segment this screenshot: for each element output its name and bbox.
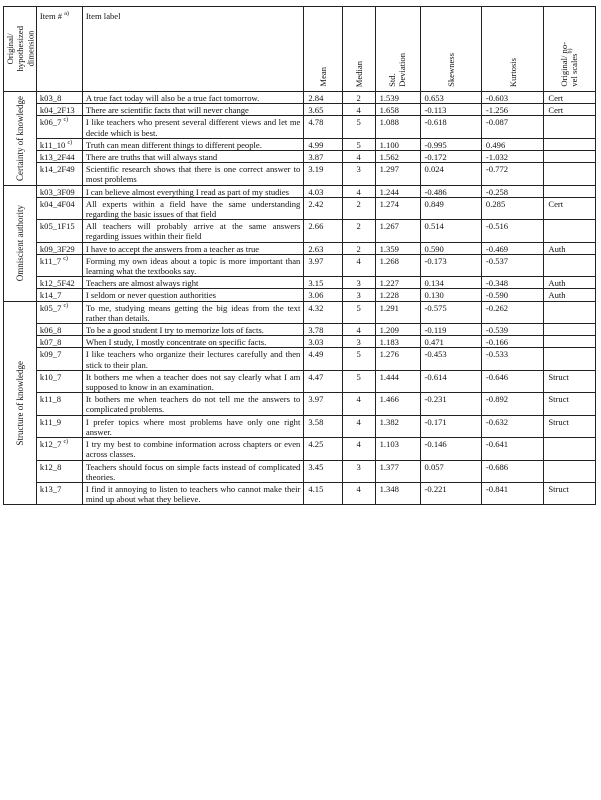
header-skewness [420, 7, 481, 92]
dimension-label: Structure of knowledge [14, 360, 25, 446]
header-dimension [4, 7, 37, 92]
median-cell: 3 [342, 163, 375, 185]
table-body [4, 92, 596, 505]
item-label-cell: I like teachers who organize their lectures carefully and then stick to their plan. [82, 348, 303, 370]
std-deviation-cell: 1.267 [375, 220, 420, 242]
item-number: k11_8 [39, 394, 62, 405]
item-label-cell: When I study, I mostly concentrate on specific facts. [82, 336, 303, 348]
median-cell: 4 [342, 104, 375, 116]
scale-cell: Struct [544, 415, 596, 437]
header-dimension-line-3: dimension [25, 31, 36, 67]
mean-cell: 4.49 [304, 348, 342, 370]
skewness-cell: -0.995 [420, 138, 481, 150]
kurtosis-cell: -0.646 [481, 370, 543, 392]
skewness-cell: -0.173 [420, 254, 481, 276]
median-cell: 2 [342, 197, 375, 219]
kurtosis-cell: -0.348 [481, 277, 543, 289]
item-number: k07_8 [39, 337, 62, 348]
kurtosis-cell: -1.256 [481, 104, 543, 116]
item-number-cell [36, 277, 82, 289]
table-row [4, 104, 596, 116]
item-number: k06_8 [39, 325, 62, 336]
item-footnote-marker: c) [63, 117, 69, 124]
item-footnote-marker: c) [63, 302, 69, 309]
item-number: k09_7 [39, 349, 62, 360]
item-number-cell [36, 438, 82, 460]
skewness-cell: -0.231 [420, 393, 481, 415]
item-number-cell [36, 301, 82, 323]
std-deviation-cell: 1.209 [375, 324, 420, 336]
header-scales [544, 7, 596, 92]
item-label-cell: I have to accept the answers from a teacher as true [82, 242, 303, 254]
item-number-cell [36, 348, 82, 370]
item-number: k12_5F42 [39, 278, 75, 289]
scale-cell [544, 438, 596, 460]
scale-cell: Cert [544, 197, 596, 219]
item-number: k13_2F44 [39, 152, 75, 163]
scale-cell [544, 348, 596, 370]
scale-cell: Struct [544, 393, 596, 415]
skewness-cell: -0.575 [420, 301, 481, 323]
item-number: k11_9 [39, 416, 62, 427]
skewness-cell: -0.171 [420, 415, 481, 437]
median-cell: 4 [342, 324, 375, 336]
item-number: k13_7 [39, 483, 62, 494]
std-deviation-cell: 1.244 [375, 185, 420, 197]
item-number-cell [36, 336, 82, 348]
table-row [4, 254, 596, 276]
item-label-cell: To be a good student I try to memorize lots of facts. [82, 324, 303, 336]
median-cell: 2 [342, 92, 375, 104]
header-scales-line-2: vel scales [569, 53, 580, 87]
std-deviation-cell: 1.539 [375, 92, 420, 104]
std-deviation-cell: 1.359 [375, 242, 420, 254]
item-footnote-marker: c) [63, 439, 69, 446]
item-label-cell: I prefer topics where most problems have only one right answer. [82, 415, 303, 437]
scale-cell [544, 220, 596, 242]
std-deviation-cell: 1.297 [375, 163, 420, 185]
item-number-cell [36, 254, 82, 276]
mean-cell: 2.63 [304, 242, 342, 254]
item-number-cell [36, 482, 82, 504]
kurtosis-cell: -1.032 [481, 151, 543, 163]
table-row [4, 138, 596, 150]
mean-cell: 3.19 [304, 163, 342, 185]
scale-cell: Auth [544, 242, 596, 254]
mean-cell: 4.03 [304, 185, 342, 197]
median-cell: 4 [342, 393, 375, 415]
dimension-label: Omniscient authority [14, 205, 25, 282]
median-cell: 5 [342, 348, 375, 370]
item-number: k11_10 [39, 139, 66, 150]
item-label-cell: I seldom or never question authorities [82, 289, 303, 301]
std-deviation-cell: 1.088 [375, 116, 420, 138]
header-item-number-text: Item # [39, 11, 63, 21]
item-number-cell [36, 242, 82, 254]
header-row [4, 7, 596, 92]
mean-cell: 3.78 [304, 324, 342, 336]
header-dimension-line-1: Original/ [4, 33, 15, 65]
item-label-cell: All experts within a field have the same understanding regarding the basic issues of that field [82, 197, 303, 219]
header-item-number [36, 7, 82, 92]
mean-cell: 4.99 [304, 138, 342, 150]
table-row [4, 482, 596, 504]
item-number-cell [36, 370, 82, 392]
item-number: k05_7 [39, 302, 62, 313]
table-row [4, 92, 596, 104]
mean-cell: 4.47 [304, 370, 342, 392]
scale-cell [544, 324, 596, 336]
median-cell: 3 [342, 460, 375, 482]
kurtosis-cell: -0.166 [481, 336, 543, 348]
skewness-cell: 0.024 [420, 163, 481, 185]
item-number-cell [36, 393, 82, 415]
scale-cell [544, 151, 596, 163]
skewness-cell: 0.849 [420, 197, 481, 219]
median-cell: 3 [342, 289, 375, 301]
std-deviation-cell: 1.100 [375, 138, 420, 150]
item-label-cell: Teachers should focus on simple facts instead of complicated theories. [82, 460, 303, 482]
kurtosis-cell: -0.469 [481, 242, 543, 254]
item-label-cell: I find it annoying to listen to teachers who cannot make their mind up about what they believe. [82, 482, 303, 504]
table-row [4, 301, 596, 323]
median-cell: 2 [342, 220, 375, 242]
table-row [4, 415, 596, 437]
skewness-cell: -0.113 [420, 104, 481, 116]
kurtosis-cell: -0.533 [481, 348, 543, 370]
table-container [3, 6, 596, 505]
std-deviation-cell: 1.562 [375, 151, 420, 163]
item-footnote-marker: c) [63, 255, 68, 262]
item-number-cell [36, 151, 82, 163]
scale-cell [544, 185, 596, 197]
skewness-cell: -0.618 [420, 116, 481, 138]
table-row [4, 370, 596, 392]
skewness-cell: -0.119 [420, 324, 481, 336]
skewness-cell: 0.057 [420, 460, 481, 482]
std-deviation-cell: 1.466 [375, 393, 420, 415]
median-cell: 5 [342, 370, 375, 392]
table-row [4, 324, 596, 336]
skewness-cell: 0.130 [420, 289, 481, 301]
scale-cell [544, 336, 596, 348]
skewness-cell: -0.486 [420, 185, 481, 197]
header-mean [304, 7, 342, 92]
kurtosis-cell: -0.841 [481, 482, 543, 504]
table-row [4, 220, 596, 242]
table-row [4, 348, 596, 370]
scale-cell [544, 301, 596, 323]
mean-cell: 4.15 [304, 482, 342, 504]
item-number-cell [36, 220, 82, 242]
mean-cell: 4.25 [304, 438, 342, 460]
item-label-cell: Truth can mean different things to different people. [82, 138, 303, 150]
header-item-label [82, 7, 303, 92]
skewness-cell: -0.172 [420, 151, 481, 163]
skewness-cell: -0.614 [420, 370, 481, 392]
item-statistics-table [3, 6, 596, 505]
median-cell: 4 [342, 438, 375, 460]
median-cell: 4 [342, 415, 375, 437]
item-number-cell [36, 163, 82, 185]
item-label-cell: All teachers will probably arrive at the same answers regarding issues within their field [82, 220, 303, 242]
item-label-cell: Scientific research shows that there is one correct answer to most problems [82, 163, 303, 185]
std-deviation-cell: 1.274 [375, 197, 420, 219]
kurtosis-cell: -0.516 [481, 220, 543, 242]
std-deviation-cell: 1.183 [375, 336, 420, 348]
kurtosis-cell: -0.262 [481, 301, 543, 323]
item-label-cell: To me, studying means getting the big ideas from the text rather than details. [82, 301, 303, 323]
item-number: k10_7 [39, 371, 62, 382]
item-number: k05_1F15 [39, 221, 75, 232]
table-row [4, 393, 596, 415]
std-deviation-cell: 1.228 [375, 289, 420, 301]
scale-cell: Cert [544, 92, 596, 104]
kurtosis-cell: -0.087 [481, 116, 543, 138]
skewness-cell: -0.453 [420, 348, 481, 370]
std-deviation-cell: 1.227 [375, 277, 420, 289]
skewness-cell: 0.653 [420, 92, 481, 104]
mean-cell: 3.87 [304, 151, 342, 163]
item-footnote-marker: c) [67, 139, 73, 146]
mean-cell: 2.66 [304, 220, 342, 242]
median-cell: 3 [342, 336, 375, 348]
std-deviation-cell: 1.658 [375, 104, 420, 116]
kurtosis-cell: -0.641 [481, 438, 543, 460]
item-number: k04_2F13 [39, 105, 75, 116]
median-cell: 5 [342, 138, 375, 150]
item-number: k03_8 [39, 93, 62, 103]
table-row [4, 242, 596, 254]
skewness-cell: 0.471 [420, 336, 481, 348]
item-number-cell [36, 289, 82, 301]
mean-cell: 4.78 [304, 116, 342, 138]
kurtosis-cell: 0.496 [481, 138, 543, 150]
header-item-number-footnote: a) [64, 11, 69, 18]
scale-cell [544, 163, 596, 185]
item-label-cell: I try my best to combine information across chapters or even across classes. [82, 438, 303, 460]
kurtosis-cell: -0.603 [481, 92, 543, 104]
median-cell: 4 [342, 482, 375, 504]
median-cell: 5 [342, 116, 375, 138]
header-scales-line-1: Original/ no- [559, 42, 570, 87]
skewness-cell: 0.134 [420, 277, 481, 289]
scale-cell: Auth [544, 289, 596, 301]
item-label-cell: There are truths that will always stand [82, 151, 303, 163]
mean-cell: 2.42 [304, 197, 342, 219]
mean-cell: 4.32 [304, 301, 342, 323]
header-std-line-1: Std. [387, 73, 398, 87]
median-cell: 4 [342, 254, 375, 276]
item-label-cell: It bothers me when a teacher does not say clearly what I am supposed to know in an examination. [82, 370, 303, 392]
kurtosis-cell: -0.590 [481, 289, 543, 301]
header-skewness-text: Skewness [445, 53, 456, 87]
std-deviation-cell: 1.268 [375, 254, 420, 276]
median-cell: 5 [342, 301, 375, 323]
header-scales-footnote: b) [567, 48, 574, 54]
header-median-text: Median [353, 60, 364, 87]
item-number-cell [36, 415, 82, 437]
item-label-cell: Teachers are almost always right [82, 277, 303, 289]
item-number: k09_3F29 [39, 243, 75, 254]
mean-cell: 3.15 [304, 277, 342, 289]
header-std-deviation [375, 7, 420, 92]
item-label-cell: There are scientific facts that will never change [82, 104, 303, 116]
item-label-cell: Forming my own ideas about a topic is more important than learning what the textbooks say. [82, 254, 303, 276]
median-cell: 3 [342, 277, 375, 289]
kurtosis-cell: -0.258 [481, 185, 543, 197]
item-number: k12_7 [39, 439, 62, 450]
header-median [342, 7, 375, 92]
table-row [4, 438, 596, 460]
item-number-cell [36, 104, 82, 116]
kurtosis-cell: -0.772 [481, 163, 543, 185]
scale-cell [544, 138, 596, 150]
skewness-cell: -0.221 [420, 482, 481, 504]
mean-cell: 3.58 [304, 415, 342, 437]
kurtosis-cell: 0.285 [481, 197, 543, 219]
scale-cell [544, 116, 596, 138]
scale-cell: Auth [544, 277, 596, 289]
std-deviation-cell: 1.103 [375, 438, 420, 460]
mean-cell: 3.03 [304, 336, 342, 348]
table-row [4, 197, 596, 219]
scale-cell [544, 460, 596, 482]
skewness-cell: -0.146 [420, 438, 481, 460]
skewness-cell: 0.590 [420, 242, 481, 254]
mean-cell: 3.65 [304, 104, 342, 116]
item-number: k14_7 [39, 290, 62, 301]
header-mean-text: Mean [317, 67, 328, 87]
mean-cell: 3.45 [304, 460, 342, 482]
median-cell: 4 [342, 185, 375, 197]
table-row [4, 185, 596, 197]
table-row [4, 151, 596, 163]
mean-cell: 3.97 [304, 254, 342, 276]
item-number: k03_3F09 [39, 186, 75, 197]
std-deviation-cell: 1.444 [375, 370, 420, 392]
header-std-line-2: Deviation [397, 53, 408, 87]
scale-cell: Cert [544, 104, 596, 116]
dimension-cell [4, 185, 37, 301]
kurtosis-cell: -0.892 [481, 393, 543, 415]
scale-cell [544, 254, 596, 276]
table-row [4, 460, 596, 482]
header-dimension-line-2: hypothesized [14, 26, 25, 72]
table-row [4, 163, 596, 185]
std-deviation-cell: 1.348 [375, 482, 420, 504]
std-deviation-cell: 1.276 [375, 348, 420, 370]
scale-cell: Struct [544, 370, 596, 392]
item-label-cell: It bothers me when teachers do not tell me the answers to complicated problems. [82, 393, 303, 415]
mean-cell: 3.97 [304, 393, 342, 415]
dimension-label: Certainty of knowledge [14, 95, 25, 181]
item-number-cell [36, 92, 82, 104]
item-label-cell: I like teachers who present several different views and let me decide which is best. [82, 116, 303, 138]
dimension-cell [4, 301, 37, 505]
header-kurtosis [481, 7, 543, 92]
item-number: k14_2F49 [39, 164, 75, 175]
table-row [4, 277, 596, 289]
skewness-cell: 0.514 [420, 220, 481, 242]
median-cell: 4 [342, 151, 375, 163]
item-number: k06_7 [39, 117, 62, 128]
table-row [4, 336, 596, 348]
item-number-cell [36, 116, 82, 138]
kurtosis-cell: -0.632 [481, 415, 543, 437]
table-row [4, 289, 596, 301]
std-deviation-cell: 1.377 [375, 460, 420, 482]
item-label-cell: A true fact today will also be a true fact tomorrow. [82, 92, 303, 104]
item-number: k12_8 [39, 461, 62, 472]
item-label-cell: I can believe almost everything I read as part of my studies [82, 185, 303, 197]
kurtosis-cell: -0.539 [481, 324, 543, 336]
item-number-cell [36, 185, 82, 197]
table-row [4, 116, 596, 138]
item-number-cell [36, 138, 82, 150]
item-number-cell [36, 460, 82, 482]
mean-cell: 3.06 [304, 289, 342, 301]
std-deviation-cell: 1.291 [375, 301, 420, 323]
item-number: k04_4F04 [39, 198, 75, 209]
item-number-cell [36, 324, 82, 336]
header-item-label-text: Item label [85, 11, 121, 21]
median-cell: 2 [342, 242, 375, 254]
header-kurtosis-text: Kurtosis [507, 57, 518, 87]
item-number: k11_7 [39, 255, 62, 266]
dimension-cell [4, 92, 37, 186]
kurtosis-cell: -0.686 [481, 460, 543, 482]
mean-cell: 2.84 [304, 92, 342, 104]
item-number-cell [36, 197, 82, 219]
std-deviation-cell: 1.382 [375, 415, 420, 437]
kurtosis-cell: -0.537 [481, 254, 543, 276]
scale-cell: Struct [544, 482, 596, 504]
